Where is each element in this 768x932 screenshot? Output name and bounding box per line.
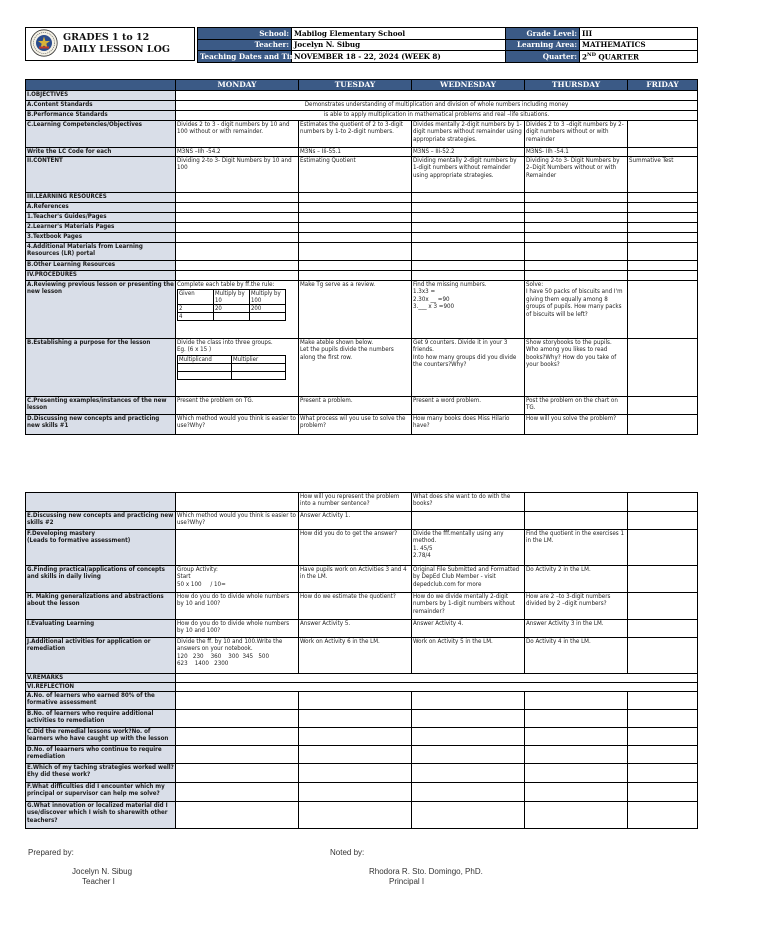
proc-c-label: C.Presenting examples/instances of the new lesson: [26, 397, 176, 415]
competency-monday: Divides 2 to 3 - digit numbers by 10 and 100 without or with remainder.: [176, 121, 299, 148]
content-friday: Summative Test: [628, 157, 698, 193]
quarter-value: [580, 51, 698, 63]
multiply-table-cell: 200: [250, 305, 286, 313]
competency-thursday: Divides 2 to 3 –digit numbers by 2-digit numbers without or with remainder: [525, 121, 628, 148]
grade-label: Grade Level:: [506, 28, 580, 40]
noted-by-label: Noted by:: [330, 848, 365, 857]
proc-a-monday: [176, 281, 299, 339]
multiplicand-table: [177, 355, 286, 380]
lesson-log-table-1: [25, 79, 698, 435]
proc-j-thursday: Do Activity 4 in the LM.: [525, 638, 628, 674]
content-thursday: Dividing 2-to 3- Digit Numbers by 2–Digit Numbers without or with Remainder: [525, 157, 628, 193]
proc-j-wednesday: Work on Activity 5 in the LM.: [412, 638, 525, 674]
noted-by-title: Principal I: [389, 877, 425, 886]
proc-d-monday: Which method would you think is easier to use?Why?: [176, 415, 299, 435]
reflection-e-label: E.Which of my taching strategies worked well? Ehy did these work?: [26, 764, 176, 783]
content-standards-text: Demonstrates understanding of multiplication and division of whole numbers including money: [176, 101, 698, 111]
day-tuesday: TUESDAY: [299, 80, 412, 91]
performance-standards-text: is able to apply multiplication in mathematical problems and real –life situations.: [176, 111, 698, 121]
proc-c-thursday: Post the problem on the chart on TG.: [525, 397, 628, 415]
prepared-by-title: Teacher I: [82, 877, 115, 886]
content-monday: Dividing 2-to 3- Digit Numbers by 10 and 100: [176, 157, 299, 193]
reflection-b-label: B.No. of learners who require additional activities to remediation: [26, 710, 176, 728]
proc-a-wed-line: 2.30x __ =90: [413, 295, 450, 303]
content-tuesday: Estimating Quotient: [299, 157, 412, 193]
teacher-label: Teacher:: [198, 39, 292, 51]
proc-d-tuesday: What process wil you use to solve the problem?: [299, 415, 412, 435]
grade-value: III: [580, 28, 698, 40]
quarter-label: Quarter:: [506, 51, 580, 63]
multiply-table-header: Given: [178, 290, 214, 305]
procedures-label: IV.PROCEDURES: [26, 271, 176, 281]
tg-pages-label: 1.Teacher's Guides/Pages: [26, 213, 176, 223]
lc-code-label: Write the LC Code for each: [26, 148, 176, 157]
proc-f-tuesday: How did you do to get the answer?: [299, 530, 412, 566]
multiply-table: [177, 289, 286, 321]
quarter-word: QUARTER: [595, 51, 639, 61]
proc-d-label: D.Discussing new concepts and practicing new skills #1: [26, 415, 176, 435]
proc-h-tuesday: How do we estimate the quotient?: [299, 593, 412, 620]
dates-label: Teaching Dates and Time:: [198, 51, 292, 63]
proc-c-tuesday: Present a problem.: [299, 397, 412, 415]
proc-f-label: F.Developing mastery (Leads to formative assessment): [26, 530, 176, 566]
proc-e-tuesday: Answer Activity 1.: [299, 512, 412, 530]
competencies-label: C.Learning Competencies/Objectives: [26, 121, 176, 148]
lc-code-tuesday: M3Ns – IIi-55.1: [299, 148, 412, 157]
proc-h-thursday: How are 2 –to 3-digit numbers divided by 2 –digit numbers?: [525, 593, 628, 620]
proc-i-tuesday: Answer Activity 5.: [299, 620, 412, 638]
content-label: II.CONTENT: [26, 157, 176, 193]
proc-b-monday-intro: Divide the class into three groups. Eg. (6 x 15 ): [177, 339, 273, 354]
other-resources-label: B.Other Learning Resources: [26, 261, 176, 271]
area-label: Learning Area:: [506, 39, 580, 51]
proc-d-wednesday: How many books does Miss Hilario have?: [412, 415, 525, 435]
reflection-c-label: C.Did the remedial lessons work?No. of learners who have caught up with the lesson: [26, 728, 176, 746]
day-monday: MONDAY: [176, 80, 299, 91]
objectives-label: I.OBJECTIVES: [26, 91, 176, 101]
title-line-2: DAILY LESSON LOG: [63, 44, 170, 55]
reflection-f-label: F.What difficulties did I encounter which my principal or supervisor can help me solve?: [26, 783, 176, 802]
content-wednesday: Dividing mentally 2-digit numbers by 1-digit numbers without remainder using appropriate strategies.: [412, 157, 525, 193]
remarks-label: V.REMARKS: [26, 674, 176, 683]
proc-a-wed-line: 3.___ x 3 =900: [413, 303, 455, 311]
proc-a-wednesday: [412, 281, 525, 339]
multiply-table-cell: 20: [214, 305, 250, 313]
multiply-table-cell: 2: [178, 305, 214, 313]
lm-pages-label: 2.Learner's Materials Pages: [26, 223, 176, 233]
proc-c-monday: Present the problem on TG.: [176, 397, 299, 415]
proc-g-monday: Group Activity: Start 50 x 100 / 10=: [176, 566, 299, 593]
quarter-suffix: ND: [587, 51, 596, 58]
performance-standards-label: B.Performance Standards: [26, 111, 176, 121]
cont-row-tuesday: How will you represent the problem into a number sentence?: [299, 493, 412, 512]
day-friday: FRIDAY: [628, 80, 698, 91]
proc-b-thursday: Show storybooks to the pupils. Who among you likes to read books?Why? How do you take of your books?: [525, 339, 628, 397]
proc-g-thursday: Do Activity 2 in the LM.: [525, 566, 628, 593]
competency-wednesday: Divides mentally 2-digit numbers by 1-digit numbers without remainder using appropriate strategies.: [412, 121, 525, 148]
cont-row-wednesday: What does she want to do with the books?: [412, 493, 525, 512]
lc-code-wednesday: M3NS – IIi-52.2: [412, 148, 525, 157]
school-value: Mabilog Elementary School: [292, 28, 506, 40]
dates-value: NOVEMBER 18 - 22, 2024 (WEEK 8): [292, 51, 506, 63]
proc-g-tuesday: Have pupils work on Activities 3 and 4 in the LM.: [299, 566, 412, 593]
document-title: [63, 32, 170, 56]
multiply-table-cell: 4: [178, 313, 214, 321]
title-line-1: GRADES 1 to 12: [63, 32, 150, 43]
reflection-label: VI.REFLECTION: [26, 683, 176, 692]
day-thursday: THURSDAY: [525, 80, 628, 91]
proc-a-wed-line: 1.3x3 =: [413, 288, 436, 296]
quarter-number: 2: [582, 51, 588, 61]
proc-i-label: I.Evaluating Learning: [26, 620, 176, 638]
school-label: School:: [198, 28, 292, 40]
area-value: MATHEMATICS: [580, 39, 698, 51]
proc-a-thursday: Solve: I have 50 packs of biscuits and I'm giving them equally among 8 groups of pupils. How many packs of biscuits will be left?: [525, 281, 628, 339]
proc-g-label: G.Finding practical/applications of concepts and skills in daily living: [26, 566, 176, 593]
deped-seal-icon: [30, 29, 58, 57]
proc-j-label: J.Additional activities for application or remediation: [26, 638, 176, 674]
proc-i-monday: How do you do to divide whole numbers by 10 and 100?: [176, 620, 299, 638]
proc-f-thursday: Find the quotient in the exercises 1 in the LM.: [525, 530, 628, 566]
proc-e-label: E.Discussing new concepts and practicing new skills #2: [26, 512, 176, 530]
proc-b-monday: [176, 339, 299, 397]
proc-d-thursday: How will you solve the problem?: [525, 415, 628, 435]
proc-j-monday: Divide the ff. by 10 and 100.Write the answers on your notebook. 120 230 360 300 345 500 623 1400 2300: [176, 638, 299, 674]
proc-h-wednesday: How do we divide mentally 2-digit numbers by 1-digit numbers without remainder?: [412, 593, 525, 620]
proc-i-wednesday: Answer Activity 4.: [412, 620, 525, 638]
multiply-table-cell: [250, 313, 286, 321]
reflection-d-label: D.No. of leaarners who continue to require remediation: [26, 746, 176, 764]
proc-f-wednesday: Divide the fff.mentally using any method. 1. 45/5 2.78/4: [412, 530, 525, 566]
proc-e-monday: Which method would you think is easier to use?Why?: [176, 512, 299, 530]
lc-code-monday: M3NS –IIh -54.2: [176, 148, 299, 157]
textbook-pages-label: 3.Textbook Pages: [26, 233, 176, 243]
multiplicand-header: Multiplicand: [178, 355, 232, 363]
reflection-a-label: A.No. of learners who earned 80% of the formative assessment: [26, 692, 176, 710]
lc-code-thursday: M3NS- IIh -54.1: [525, 148, 628, 157]
prepared-by-label: Prepared by:: [28, 848, 74, 857]
competency-tuesday: Estimates the quotient of 2 to 3-digit numbers by 1-to 2-digit numbers.: [299, 121, 412, 148]
day-wednesday: WEDNESDAY: [412, 80, 525, 91]
proc-b-wednesday: Get 9 counters. Divide it in your 3 friends. Into how many groups did you divide the counters?Why?: [412, 339, 525, 397]
references-label: A.References: [26, 203, 176, 213]
proc-h-label: H. Making generalizations and abstractions about the lesson: [26, 593, 176, 620]
additional-materials-label: 4.Additional Materials from Learning Resources (LR) portal: [26, 243, 176, 261]
proc-g-wednesday: Original File Submitted and Formatted by DepEd Club Member - visit depedclub.com for more: [412, 566, 525, 593]
reflection-g-label: G.What innovation or localized material did I use/discover which I wish to sharewith other teachers?: [26, 802, 176, 829]
proc-b-tuesday: Make ateble shown below. Let the pupils divide the numbers along the first row.: [299, 339, 412, 397]
proc-c-wednesday: Present a word problem.: [412, 397, 525, 415]
proc-b-label: B.Establishing a purpose for the lesson: [26, 339, 176, 397]
multiply-table-header: Multiply by 100: [250, 290, 286, 305]
learning-resources-label: III.LEARNING RESOURCES: [26, 193, 176, 203]
teacher-value: Jocelyn N. Sibug: [292, 39, 506, 51]
noted-by-name: Rhodora R. Sto. Domingo, PhD.: [369, 867, 483, 876]
proc-a-wed-line: Find the missing numbers.: [413, 281, 487, 288]
lesson-log-table-2: [25, 492, 698, 829]
multiply-table-header: Multiply by 10: [214, 290, 250, 305]
proc-j-tuesday: Work on Activity 6 in the LM.: [299, 638, 412, 674]
corner-cell: [26, 80, 176, 91]
proc-a-monday-intro: Complete each table by ff.the rule:: [177, 281, 275, 288]
content-standards-label: A.Content Standards: [26, 101, 176, 111]
proc-a-tuesday: Make Tg serve as a review.: [299, 281, 412, 339]
multiply-table-cell: [214, 313, 250, 321]
prepared-by-name: Jocelyn N. Sibug: [72, 867, 133, 876]
multiplier-header: Multiplier: [232, 355, 286, 363]
proc-h-monday: How do you do to divide whole numbers by 10 and 100?: [176, 593, 299, 620]
proc-a-label: A.Reviewing previous lesson or presenting the new lesson: [26, 281, 176, 339]
proc-i-thursday: Answer Activity 3 in the LM.: [525, 620, 628, 638]
info-table: [197, 27, 698, 63]
